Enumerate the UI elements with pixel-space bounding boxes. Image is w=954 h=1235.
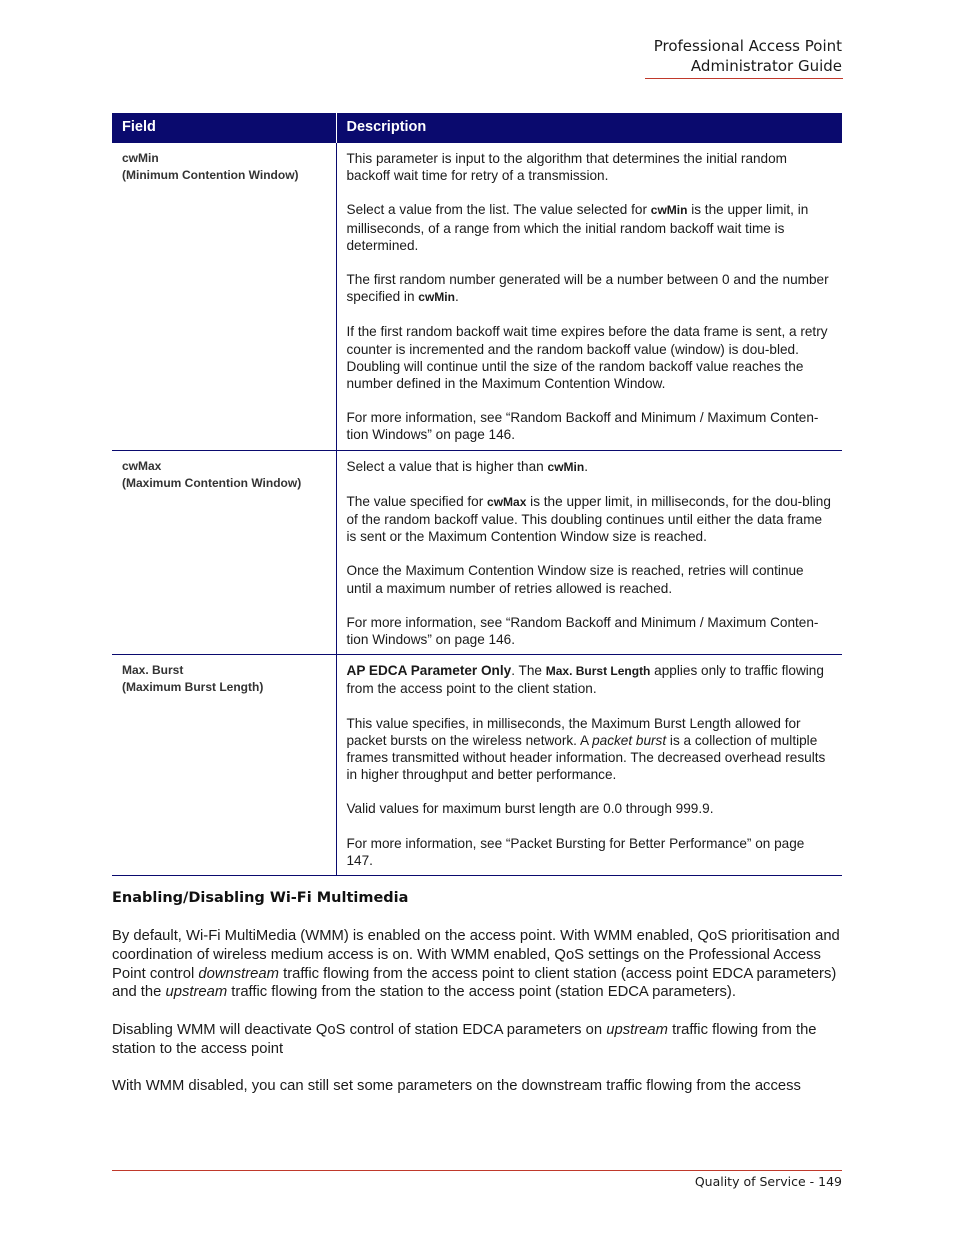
- keyword: cwMin: [650, 203, 688, 218]
- table-header-row: [112, 113, 842, 143]
- description-paragraph: [347, 201, 833, 254]
- keyword: cwMin: [418, 290, 455, 305]
- field-cell: [112, 450, 336, 655]
- header-title: Professional Access Point: [653, 37, 842, 55]
- text-run: Select a value from the list. The value selected for: [346, 202, 651, 218]
- description-cell: [336, 655, 842, 876]
- text-run: .: [454, 289, 459, 305]
- parameter-table: [112, 113, 842, 876]
- footer-divider: [112, 1170, 842, 1171]
- text-run: By default, Wi-Fi MultiMedia (WMM) is enabled on the access point. With WMM enabled, QoS prioritisation and coordination of wireless medium access is on. With WMM enabled, QoS settings on the Professional Access Point control: [112, 928, 840, 982]
- description-paragraph: [347, 715, 833, 784]
- cross-reference: For more information, see “Random Backoff and Minimum / Maximum Conten-tion Windows” on page 146.: [346, 614, 819, 648]
- body-paragraph: With WMM disabled, you can still set some parameters on the downstream traffic flowing from the access: [112, 1078, 801, 1095]
- cross-reference: For more information, see “Packet Bursting for Better Performance” on page 147.: [346, 835, 805, 868]
- description-paragraph: [347, 271, 833, 306]
- emphasis: packet burst: [592, 732, 667, 748]
- text-run: The first random number generated will be a number between 0 and the number specified in: [346, 272, 829, 305]
- cross-reference: For more information, see “Random Backoff and Minimum / Maximum Conten-tion Windows” on page 146.: [346, 410, 819, 443]
- keyword: cwMax: [487, 494, 527, 509]
- text-run: is a collection of multiple frames transmitted without header information. The decreased overhead results in higher throughput and better performance.: [346, 732, 826, 783]
- table-row-cwmin: [112, 143, 842, 450]
- text-run: traffic flowing from the access point to client station (access point EDCA parameters) and the: [112, 965, 837, 1001]
- emphasis: downstream: [198, 965, 279, 982]
- field-name: cwMin: [122, 151, 159, 165]
- text-run: traffic flowing from the station to the access point (station EDCA parameters).: [227, 984, 736, 1001]
- text-run: . The: [511, 663, 546, 679]
- emphasis: upstream: [165, 984, 228, 1001]
- text-run: .: [584, 458, 588, 474]
- bold-lead: AP EDCA Parameter Only: [346, 663, 512, 679]
- text-run: applies only to traffic flowing from the access point to the client station.: [346, 663, 824, 697]
- description-paragraph: This parameter is input to the algorithm that determines the initial random backoff wait time for retry of a transmission.: [346, 151, 788, 184]
- running-header: [654, 36, 842, 76]
- section-heading: Enabling/Disabling Wi-Fi Multimedia: [112, 890, 409, 906]
- field-subtitle: (Maximum Burst Length): [122, 680, 264, 695]
- header-subtitle: Administrator Guide: [690, 57, 842, 75]
- body-paragraph: [112, 1021, 842, 1059]
- page-footer: Quality of Service - 149: [694, 1174, 842, 1189]
- field-subtitle: (Minimum Contention Window): [122, 168, 299, 182]
- description-paragraph: [347, 662, 833, 697]
- description-cell: [336, 450, 842, 655]
- description-paragraph: If the first random backoff wait time expires before the data frame is sent, a retry counter is incremented and the random backoff value (window) is dou-bled. Doubling will continue until the size of the random backoff value reaches the number defined in the Maximum Contention Window.: [346, 324, 828, 392]
- text-run: is the upper limit, in milliseconds, for the dou-bling of the random backoff value. This doubling continues until either the data frame is sent or the Maximum Contention Window size is reached.: [346, 493, 831, 545]
- field-name: cwMax: [122, 458, 162, 473]
- keyword: Max. Burst Length: [545, 664, 651, 679]
- field-cell: [112, 655, 336, 876]
- description-paragraph: Valid values for maximum burst length are 0.0 through 999.9.: [346, 801, 714, 817]
- description-paragraph: [347, 493, 833, 546]
- table-row-max-burst: [112, 655, 842, 876]
- body-paragraph: [112, 927, 842, 1002]
- field-name: Max. Burst: [122, 663, 184, 678]
- text-run: traffic flowing from the station to the access point: [112, 1021, 817, 1057]
- section-body: [112, 927, 842, 1115]
- field-cell: [112, 143, 336, 450]
- description-paragraph: Once the Maximum Contention Window size is reached, retries will continue until a maximum number of retries allowed is reached.: [346, 563, 804, 596]
- text-run: This value specifies, in milliseconds, the Maximum Burst Length allowed for packet bursts on the wireless network. A: [346, 715, 801, 748]
- header-divider: [645, 78, 843, 79]
- text-run: is the upper limit, in milliseconds, of a range from which the initial random backoff wait time is determined.: [346, 202, 809, 253]
- keyword: cwMin: [547, 459, 585, 474]
- emphasis: upstream: [606, 1021, 668, 1038]
- text-run: The value specified for: [346, 493, 488, 509]
- description-paragraph: [347, 458, 833, 476]
- description-cell: [336, 143, 842, 450]
- text-run: Select a value that is higher than: [346, 458, 548, 474]
- text-run: Disabling WMM will deactivate QoS control of station EDCA parameters on: [112, 1021, 607, 1038]
- column-header-field: Field: [112, 113, 336, 143]
- field-subtitle: (Maximum Contention Window): [122, 475, 302, 490]
- table-row-cwmax: [112, 450, 842, 655]
- column-header-description: Description: [336, 113, 842, 143]
